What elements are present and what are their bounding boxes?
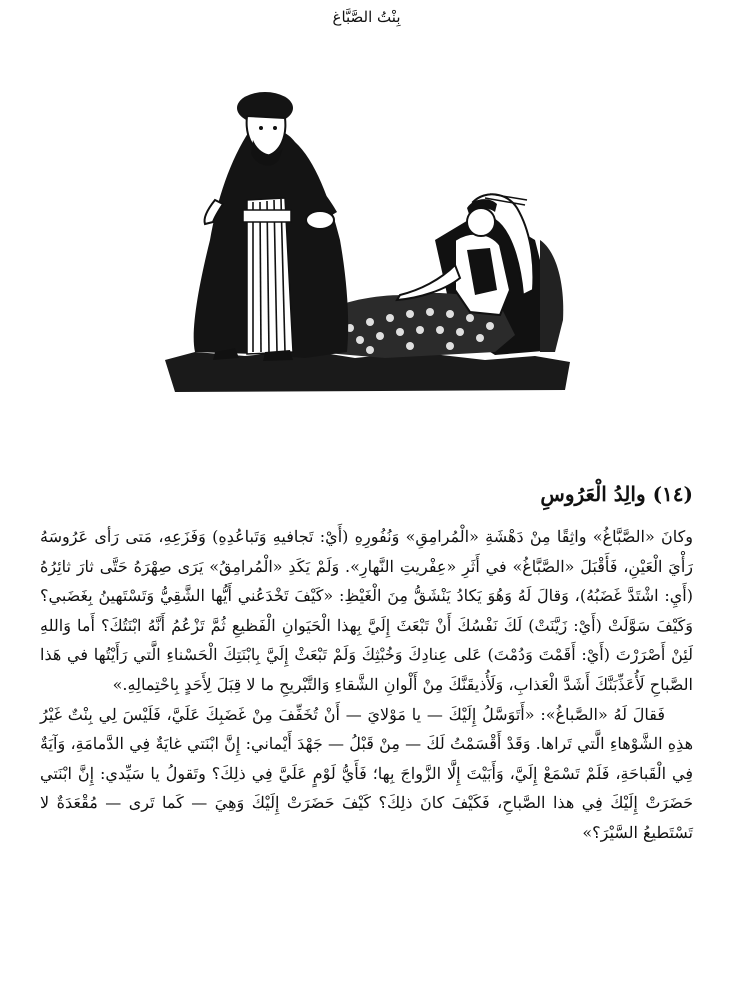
chapter-number: (١٤) <box>652 482 693 506</box>
page-header: بِنْتُ الصَّبَّاغ <box>332 8 401 26</box>
paragraph: فَقالَ لَهُ «الصَّباغُ»: «أَتَوَسَّلُ إِلَيْكَ — يا مَوْلايَ — أَنْ تُخَفِّفَ مِنْ غَضَبِكَ عَلَيَّ، فَلَيْسَ لِي بِنْتٌ غَيْرُ هذِهِ الشَّوْهاءِ الَّتي تَراها. وَقَدْ أَقْسَمْتُ لَكَ — مِنْ قَبْلُ — جَهْدَ أَيْماني: إِنَّ ابْنَتي غايَةٌ فِي الدَّمامَةِ، وَآيَةٌ فِي الْقَباحَةِ، فَلَمْ تَسْمَعْ إِلَيَّ، وَأَبَيْتَ إِلَّا الزَّواجَ بِها؛ فَأَيُّ لَوْمٍ عَلَيَّ فِي ذلِكَ؟ وتَقولُ يا سَيِّدي: إِنَّ ابْنَتي حَضَرَتْ إِلَيْكَ فِي هذا الصَّباحِ، فَكَيْفَ كانَ ذلِكَ؟ كَيْفَ حَضَرَتْ إِلَيْكَ وَهِيَ — كَما تَرى — مُقْعَدَةٌ لا تَسْتَطيعُ السَّيْرَ؟» <box>40 704 693 842</box>
paragraph: وكانَ «الصَّبَّاغُ» واثِقًا مِنْ دَهْشَةِ «الْمُرامِقِ» وَنُفُورِهِ (أَيْ: تَجافيهِ وَتَباعُدِهِ) وَفَزَعِهِ، مَتى رَأى عَرُوسَهُ رَأْيَ الْعَيْنِ، فَأَقْبَلَ «الصَّبَّاغُ» في أَثَرِ «عِفْريتِ النَّهارِ». وَلَمْ يَكَدِ «الْمُرامِقُ» يَرَى صِهْرَهُ حَتَّى ثارَ ثائِرُهُ (أَيِ: اشْتَدَّ غَضَبُهُ)، وَقالَ لَهُ وَهُوَ يَكادُ يَنْشَقُّ مِنَ الْغَيْظِ: «كَيْفَ تَخْدَعُني أَيُّها الشَّقِيُّ وَتَسْتَهينُ بِغَضَبي؟ وَكَيْفَ سَوَّلَتْ (أَيْ: زَيَّنَتْ) لَكَ نَفْسُكَ أَنْ تَبْعَثَ إِلَيَّ بِهذا الْحَيَوانِ الْفَظيعِ ثُمَّ تَزْعُمُ أَنَّهُ ابْنَتُكَ؟ أَما وَاللهِ لَئِنْ أَصْرَرْتَ (أَيْ: أَقَمْتَ وَدُمْتَ) عَلى عِنادِكَ وَخُبْثِكَ وَلَمْ تَبْعَثْ إِلَيَّ بِابْنَتِكَ الْحَسْناءِ الَّتي رَأَيْتُها في هَذا الصَّباحِ لَأُعَذِّبَنَّكَ أَشَدَّ الْعَذابِ، وَلَأُذيقَنَّكَ مِنْ أَلْوانِ الشَّقاءِ وَالتَّبْريحِ ما لا قِبَلَ لِأَحَدٍ بِاحْتِمالِهِ.» <box>40 527 693 694</box>
man-and-bride-illustration <box>155 90 575 400</box>
chapter-heading <box>540 482 693 506</box>
chapter-title: والِدُ الْعَرُوسِ <box>540 482 646 506</box>
body-text <box>40 522 693 848</box>
